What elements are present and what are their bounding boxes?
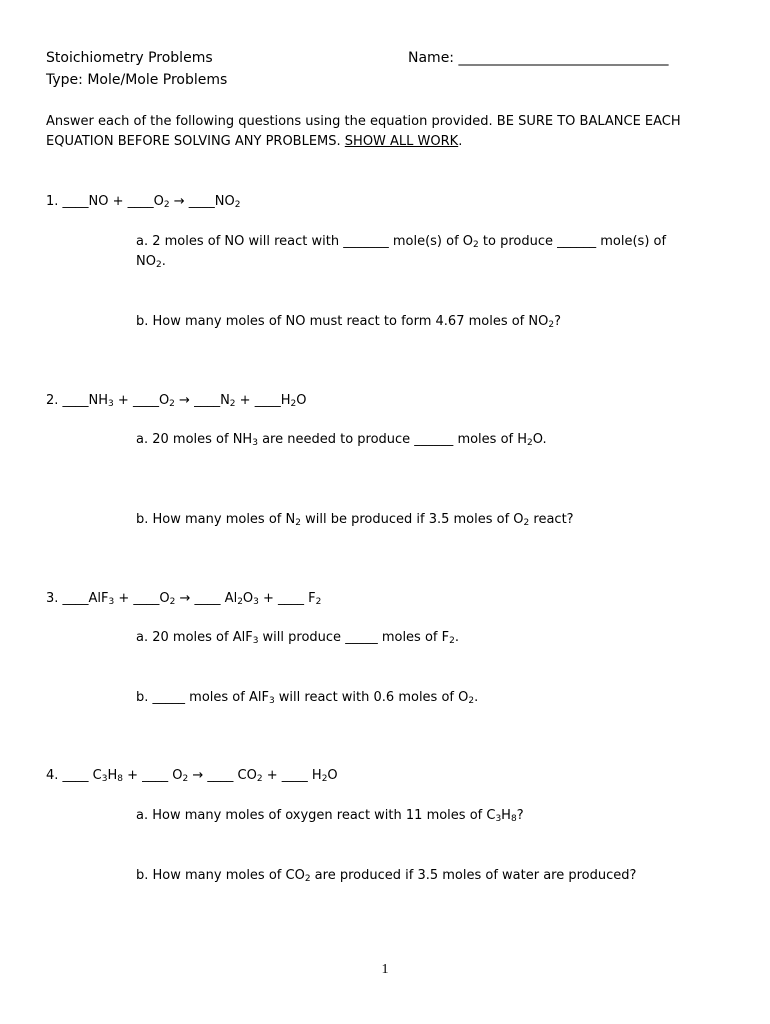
eq-part: + ____ H [262,768,322,783]
problem-4b [136,868,636,884]
show-all-work: SHOW ALL WORK [344,134,459,149]
problem-number: 3. [46,591,59,606]
problem-4-equation [46,768,338,784]
problem-1a [136,234,666,250]
eq-part: O [296,393,307,408]
eq-subscript: 2 [290,399,297,409]
q-subscript: 2 [155,260,162,270]
eq-part: O [242,591,254,606]
problem-3-equation [46,591,321,607]
q-text: b. How many moles of NO must react to form 4.67 moles of NO [136,314,549,329]
q-text: a. 20 moles of NH [136,432,253,447]
q-text: are produced if 3.5 moles of water are produced? [310,868,637,883]
q-subscript: 3 [268,696,275,706]
problem-2b [136,512,574,528]
eq-subscript: 2 [169,399,175,409]
eq-part: O [327,768,338,783]
eq-subscript: 2 [315,597,322,607]
q-text: a. 2 moles of NO will react with _______ mole(s) of O [136,234,474,249]
q-text: a. 20 moles of AlF [136,630,253,645]
eq-part: → ____ CO [188,768,257,783]
problem-3b [136,690,478,706]
eq-part: ____AlF [58,591,109,606]
q-subscript: 2 [527,438,533,448]
q-text: b. _____ moles of AlF [136,690,269,705]
problem-number: 4. [46,768,59,783]
q-subscript: 2 [449,636,455,646]
eq-subscript: 2 [321,774,328,784]
q-text: . [454,630,459,645]
q-subscript: 3 [495,814,502,824]
instructions-line-2 [46,134,462,150]
q-subscript: 2 [548,320,555,330]
problem-number: 1. [46,194,59,209]
eq-subscript: 3 [108,597,115,607]
q-text: to produce ______ mole(s) of [478,234,667,249]
eq-subscript: 3 [101,774,108,784]
q-text: b. How many moles of CO [136,868,305,883]
q-subscript: 2 [473,240,479,250]
q-text: a. How many moles of oxygen react with 11 moles of C [136,808,496,823]
eq-part: H [107,768,118,783]
q-subscript: 8 [510,814,517,824]
eq-part: + ____O [113,393,170,408]
q-text: will be produced if 3.5 moles of O [300,512,524,527]
q-text: will react with 0.6 moles of O [274,690,469,705]
q-text: ? [554,314,561,329]
q-text: . [161,254,166,269]
eq-part: ____NH [58,393,109,408]
problem-1-equation [46,194,240,210]
eq-subscript: 3 [108,399,114,409]
q-text: will produce _____ moles of F [258,630,450,645]
eq-subscript: 2 [256,774,263,784]
eq-part: → ____ Al [175,591,238,606]
page-number: 1 [381,962,389,977]
eq-subscript: 2 [234,200,241,210]
name-label: Name: [408,50,459,66]
q-text: . [474,690,479,705]
problem-number: 2. [46,393,59,408]
q-text: are needed to produce ______ moles of H [257,432,528,447]
eq-subscript: 2 [169,597,176,607]
q-subscript: 2 [523,518,530,528]
eq-part: → ____N [174,393,230,408]
instructions-line-1: Answer each of the following questions using the equation provided. BE SURE TO BALANCE EACH [46,114,681,129]
eq-part: + ____O [114,591,170,606]
q-text: b. How many moles of N [136,512,296,527]
eq-subscript: 3 [253,597,259,607]
q-subscript: 3 [252,438,258,448]
q-text: react? [529,512,574,527]
eq-subscript: 2 [229,399,236,409]
q-text: O. [532,432,547,447]
problem-2-equation [46,393,306,409]
problem-2a [136,432,547,448]
problem-1a-cont [136,254,166,270]
eq-part: ____ C [58,768,102,783]
eq-subscript: 2 [163,200,170,210]
eq-part: + ____H [235,393,291,408]
instructions-suffix: . [458,134,463,149]
eq-subscript: 8 [117,774,123,784]
eq-subscript: 2 [182,774,189,784]
q-text: ? [516,808,524,823]
worksheet-type: Type: Mole/Mole Problems [46,72,228,88]
problem-1b [136,314,561,330]
q-subscript: 2 [468,696,475,706]
name-blank: ______________________________ [458,50,669,66]
eq-part: → ____NO [169,194,235,209]
problem-4a [136,808,524,824]
q-subscript: 3 [252,636,259,646]
q-text: NO [136,254,156,269]
problem-3a [136,630,459,646]
q-subscript: 2 [295,518,301,528]
eq-subscript: 2 [237,597,243,607]
name-field [408,50,668,66]
q-subscript: 2 [304,874,311,884]
worksheet-title: Stoichiometry Problems [46,50,213,66]
q-text: H [501,808,511,823]
eq-part: ____NO + ____O [58,194,164,209]
eq-part: + ____ F [258,591,316,606]
instructions-prefix: EQUATION BEFORE SOLVING ANY PROBLEMS. [46,134,345,149]
eq-part: + ____ O [123,768,183,783]
